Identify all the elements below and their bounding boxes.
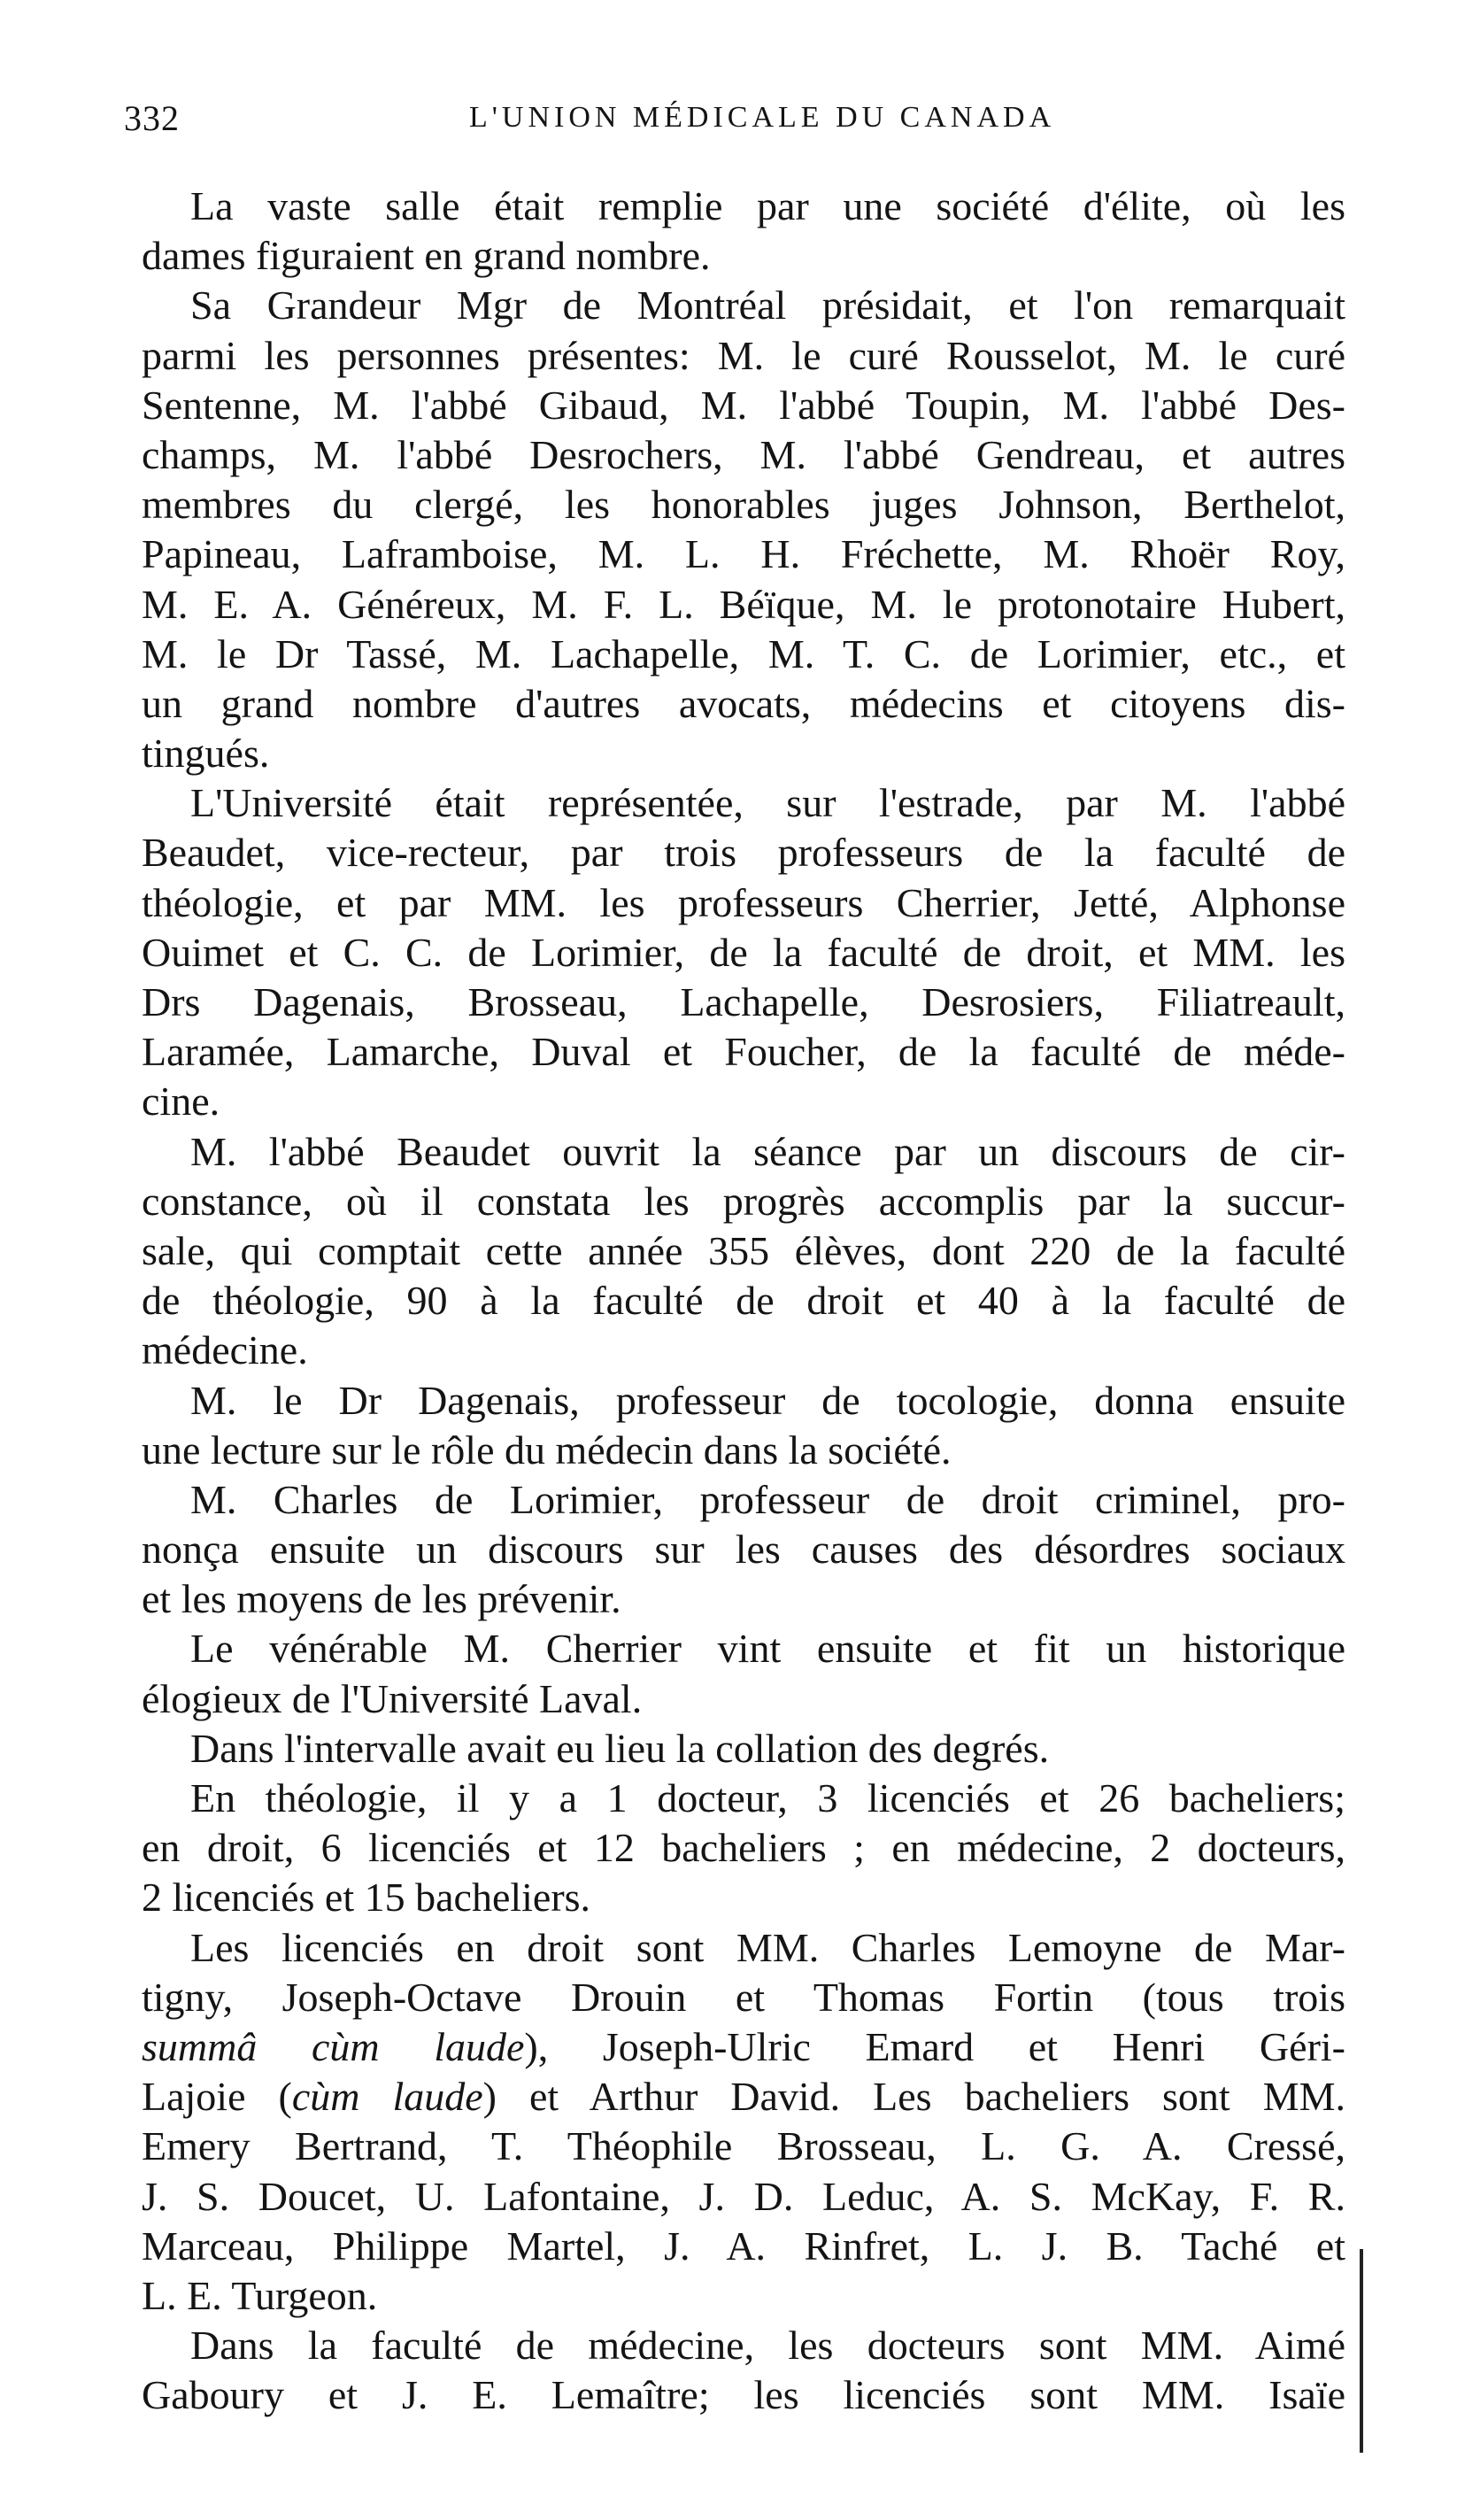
text-line: parmi les personnes présentes: M. le curé Rousselot, M. le curé: [142, 332, 1345, 378]
text-line: L. E. Turgeon.: [142, 2272, 378, 2318]
text-line: M. Charles de Lorimier, professeur de droit criminel, pro-: [190, 1476, 1345, 1522]
text-line: une lecture sur le rôle du médecin dans la société.: [142, 1426, 952, 1473]
text-line: en droit, 6 licenciés et 12 bacheliers ; en médecine, 2 docteurs,: [142, 1825, 1345, 1871]
text-line: Le vénérable M. Cherrier vint ensuite et fit un historique: [190, 1626, 1345, 1672]
text-line: Marceau, Philippe Martel, J. A. Rinfret, L. J. B. Taché et: [142, 2222, 1345, 2269]
page-header: [124, 97, 1345, 151]
text-line: Les licenciés en droit sont MM. Charles Lemoyne de Mar-: [190, 1924, 1345, 1970]
text-line: constance, où il constata les progrès accomplis par la succur-: [142, 1178, 1345, 1224]
text-line: membres du clergé, les honorables juges Johnson, Berthelot,: [142, 482, 1345, 528]
margin-rule: [1360, 2249, 1363, 2453]
text-line: élogieux de l'Université Laval.: [142, 1675, 643, 1721]
text-line: La vaste salle était remplie par une société d'élite, où les: [190, 183, 1345, 228]
body-text: [142, 182, 1345, 2420]
text-line: cine.: [142, 1078, 220, 1125]
text-line: M. le Dr Dagenais, professeur de tocologie, donna ensuite: [190, 1377, 1345, 1423]
page-number: 332: [124, 98, 180, 138]
text-line: dames figuraient en grand nombre.: [142, 233, 711, 279]
text-line: L'Université était représentée, sur l'estrade, par M. l'abbé: [190, 780, 1345, 826]
text-line: de théologie, 90 à la faculté de droit et 40 à la faculté de: [142, 1278, 1345, 1324]
text-line: Laramée, Lamarche, Duval et Foucher, de la faculté de méde-: [142, 1029, 1345, 1075]
text-line: 2 licenciés et 15 bacheliers.: [142, 1875, 591, 1921]
text-line: un grand nombre d'autres avocats, médecins et citoyens dis-: [142, 680, 1345, 726]
text-line: Dans la faculté de médecine, les docteurs sont MM. Aimé: [190, 2323, 1345, 2369]
running-head: L'UNION MÉDICALE DU CANADA: [469, 101, 1056, 134]
text-line: M. l'abbé Beaudet ouvrit la séance par un discours de cir-: [190, 1128, 1345, 1174]
text-line: médecine.: [142, 1327, 308, 1373]
text-line: Ouimet et C. C. de Lorimier, de la faculté de droit, et MM. les: [142, 929, 1345, 975]
text-line: Lajoie (cùm laude) et Arthur David. Les bacheliers sont MM.: [142, 2074, 1345, 2120]
text-line: tingués.: [142, 730, 270, 777]
text-line: summâ cùm laude), Joseph-Ulric Emard et Henri Géri-: [142, 2023, 1345, 2069]
text-line: Papineau, Laframboise, M. L. H. Fréchette, M. Rhoër Roy,: [142, 531, 1345, 577]
text-line: Sa Grandeur Mgr de Montréal présidait, et l'on remarquait: [190, 282, 1345, 329]
text-line: champs, M. l'abbé Desrochers, M. l'abbé Gendreau, et autres: [142, 431, 1345, 477]
text-line: En théologie, il y a 1 docteur, 3 licenciés et 26 bacheliers;: [190, 1775, 1345, 1820]
text-line: M. le Dr Tassé, M. Lachapelle, M. T. C. de Lorimier, etc., et: [142, 630, 1345, 676]
text-line: nonça ensuite un discours sur les causes des désordres sociaux: [142, 1527, 1345, 1573]
text-line: théologie, et par MM. les professeurs Cherrier, Jetté, Alphonse: [142, 879, 1345, 925]
text-line: Dans l'intervalle avait eu lieu la collation des degrés.: [190, 1725, 1050, 1771]
text-line: M. E. A. Généreux, M. F. L. Béïque, M. le protonotaire Hubert,: [142, 581, 1345, 627]
text-line: J. S. Doucet, U. Lafontaine, J. D. Leduc, A. S. McKay, F. R.: [142, 2173, 1345, 2219]
text-line: Drs Dagenais, Brosseau, Lachapelle, Desrosiers, Filiatreault,: [142, 979, 1345, 1024]
text-line: sale, qui comptait cette année 355 élèves, dont 220 de la faculté: [142, 1227, 1345, 1273]
text-line: et les moyens de les prévenir.: [142, 1576, 621, 1622]
text-line: tigny, Joseph-Octave Drouin et Thomas Fortin (tous trois: [142, 1974, 1345, 2020]
text-line: Gaboury et J. E. Lemaître; les licenciés sont MM. Isaïe: [142, 2372, 1345, 2418]
text-line: Beaudet, vice-recteur, par trois professeurs de la faculté de: [142, 830, 1345, 876]
text-line: Emery Bertrand, T. Théophile Brosseau, L. G. A. Cressé,: [142, 2123, 1345, 2169]
text-line: Sentenne, M. l'abbé Gibaud, M. l'abbé Toupin, M. l'abbé Des-: [142, 382, 1345, 428]
